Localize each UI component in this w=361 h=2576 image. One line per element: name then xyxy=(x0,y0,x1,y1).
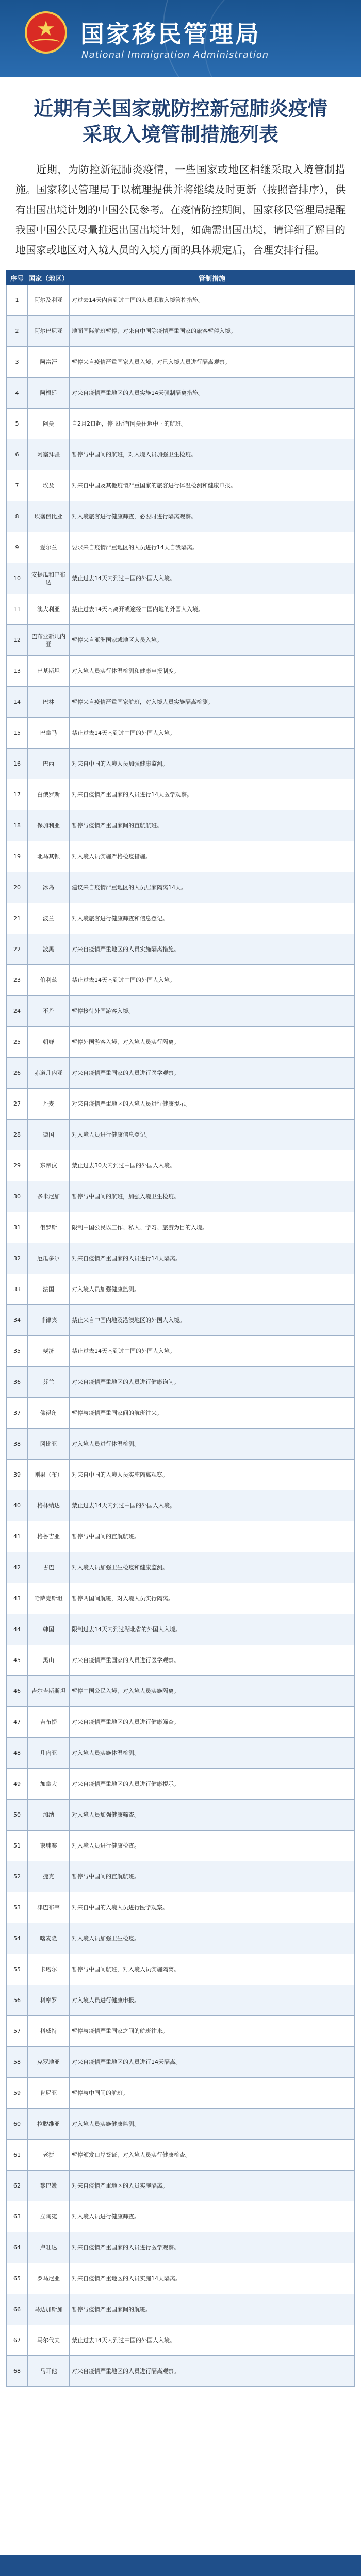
table-row xyxy=(7,1738,355,1769)
col-header-country: 国家（地区） xyxy=(28,271,70,285)
row-country: 安提瓜和巴布达 xyxy=(28,563,70,594)
row-country: 爱尔兰 xyxy=(28,532,70,563)
row-country: 东帝汶 xyxy=(28,1150,70,1181)
row-number: 6 xyxy=(7,439,28,470)
row-measure: 对来自疫情严重地区的人员进行健康筛查。 xyxy=(70,1707,355,1738)
table-row xyxy=(7,2047,355,2078)
row-number: 21 xyxy=(7,903,28,934)
table-row xyxy=(7,1769,355,1800)
row-number: 36 xyxy=(7,1367,28,1398)
table-row xyxy=(7,1274,355,1305)
row-measure: 暂停接待外国游客入境。 xyxy=(70,996,355,1027)
row-country: 菲律宾 xyxy=(28,1305,70,1336)
row-country: 克罗地亚 xyxy=(28,2047,70,2078)
table-row xyxy=(7,841,355,872)
row-country: 韩国 xyxy=(28,1614,70,1645)
table-row xyxy=(7,2325,355,2356)
row-measure: 暂停与中国间的航班，对入境人员加强卫生检疫。 xyxy=(70,439,355,470)
table-row xyxy=(7,2078,355,2109)
row-country: 拉脱维亚 xyxy=(28,2109,70,2140)
row-country: 马尔代夫 xyxy=(28,2325,70,2356)
row-country: 马达加斯加 xyxy=(28,2294,70,2325)
row-country: 丹麦 xyxy=(28,1089,70,1120)
row-measure: 禁止来自中国内地及港澳地区的外国人入境。 xyxy=(70,1305,355,1336)
row-country: 保加利亚 xyxy=(28,810,70,841)
row-country: 老挝 xyxy=(28,2140,70,2171)
row-measure: 暂停颁发口岸签证，对入境人员实行健康检查。 xyxy=(70,2140,355,2171)
row-measure: 暂停与中国间的航班。 xyxy=(70,2078,355,2109)
row-number: 34 xyxy=(7,1305,28,1336)
row-measure: 对来自疫情严重地区的人员进行隔离观察。 xyxy=(70,2356,355,2387)
row-country: 佛得角 xyxy=(28,1398,70,1429)
row-country: 刚果（布） xyxy=(28,1460,70,1490)
table-row xyxy=(7,316,355,347)
row-measure: 对入境人员进行健康信息登记。 xyxy=(70,1120,355,1150)
table-row xyxy=(7,501,355,532)
row-country: 卡塔尔 xyxy=(28,1954,70,1985)
row-measure: 要求来自疫情严重地区的人员进行14天自我隔离。 xyxy=(70,532,355,563)
table-row xyxy=(7,2263,355,2294)
row-country: 巴拿马 xyxy=(28,718,70,749)
row-country: 黑山 xyxy=(28,1645,70,1676)
header-banner xyxy=(0,0,361,77)
row-number: 57 xyxy=(7,2016,28,2047)
table-row xyxy=(7,1336,355,1367)
row-country: 几内亚 xyxy=(28,1738,70,1769)
table-row xyxy=(7,1892,355,1923)
row-number: 4 xyxy=(7,378,28,409)
row-number: 17 xyxy=(7,779,28,810)
row-country: 斐济 xyxy=(28,1336,70,1367)
table-row xyxy=(7,1521,355,1552)
table-row xyxy=(7,2232,355,2263)
table-row xyxy=(7,1212,355,1243)
row-number: 13 xyxy=(7,656,28,687)
row-country: 赤道几内亚 xyxy=(28,1058,70,1089)
row-measure: 对入境旅客进行健康筛查，必要时进行隔离观察。 xyxy=(70,501,355,532)
table-row xyxy=(7,996,355,1027)
title-line-2: 采取入境管制措施列表 xyxy=(82,123,278,146)
row-measure: 对来自疫情严重地区的人员进行14天隔离。 xyxy=(70,2047,355,2078)
row-country: 冰岛 xyxy=(28,872,70,903)
row-country: 俄罗斯 xyxy=(28,1212,70,1243)
row-measure: 限制过去14天内到过湖北省的外国人入境。 xyxy=(70,1614,355,1645)
table-row xyxy=(7,1954,355,1985)
row-country: 巴林 xyxy=(28,687,70,718)
row-number: 64 xyxy=(7,2232,28,2263)
row-measure: 暂停中国公民入境，对入境人员实施隔离。 xyxy=(70,1676,355,1707)
row-measure: 对来自疫情严重地区的人员进行健康询问。 xyxy=(70,1367,355,1398)
row-country: 罗马尼亚 xyxy=(28,2263,70,2294)
row-country: 喀麦隆 xyxy=(28,1923,70,1954)
row-country: 肯尼亚 xyxy=(28,2078,70,2109)
table-row xyxy=(7,1150,355,1181)
row-country: 吉尔吉斯斯坦 xyxy=(28,1676,70,1707)
page-title xyxy=(0,77,361,155)
row-number: 38 xyxy=(7,1429,28,1460)
table-row xyxy=(7,470,355,501)
row-number: 44 xyxy=(7,1614,28,1645)
police-emblem-icon: ★ xyxy=(25,11,67,54)
table-row xyxy=(7,1367,355,1398)
table-row xyxy=(7,1800,355,1831)
row-measure: 对来自疫情严重地区的人员实施14天强制隔离措施。 xyxy=(70,378,355,409)
table-row xyxy=(7,687,355,718)
table-body xyxy=(7,285,355,2387)
row-measure: 暂停与疫情严重国家间的直航航班。 xyxy=(70,810,355,841)
row-number: 65 xyxy=(7,2263,28,2294)
row-measure: 对入境人员进行健康筛查。 xyxy=(70,2201,355,2232)
row-measure: 对来自疫情严重国家的人员进行14天医学观察。 xyxy=(70,779,355,810)
row-measure: 暂停与中国间的直航航班。 xyxy=(70,1861,355,1892)
row-country: 卢旺达 xyxy=(28,2232,70,2263)
row-number: 35 xyxy=(7,1336,28,1367)
row-country: 加纳 xyxy=(28,1800,70,1831)
table-row xyxy=(7,965,355,996)
row-number: 26 xyxy=(7,1058,28,1089)
row-measure: 对来自疫情严重国家的人员进行医学观察。 xyxy=(70,2232,355,2263)
row-number: 49 xyxy=(7,1769,28,1800)
row-measure: 暂停来自亚洲国家或地区人员入境。 xyxy=(70,625,355,656)
table-row xyxy=(7,810,355,841)
row-measure: 对来自疫情严重国家的人员进行医学观察。 xyxy=(70,1058,355,1089)
row-number: 30 xyxy=(7,1181,28,1212)
table-row xyxy=(7,1583,355,1614)
row-number: 31 xyxy=(7,1212,28,1243)
table-row xyxy=(7,378,355,409)
row-number: 28 xyxy=(7,1120,28,1150)
row-measure: 对来自疫情严重地区的人员实施隔离措施。 xyxy=(70,934,355,965)
row-number: 56 xyxy=(7,1985,28,2016)
row-country: 古巴 xyxy=(28,1552,70,1583)
row-country: 冈比亚 xyxy=(28,1429,70,1460)
row-country: 吉布提 xyxy=(28,1707,70,1738)
row-country: 捷克 xyxy=(28,1861,70,1892)
table-row xyxy=(7,1645,355,1676)
table-row xyxy=(7,1181,355,1212)
table-row xyxy=(7,2016,355,2047)
row-measure: 暂停两国间航班，对入境人员实行隔离。 xyxy=(70,1583,355,1614)
row-country: 阿富汗 xyxy=(28,347,70,378)
table-row xyxy=(7,1305,355,1336)
row-number: 61 xyxy=(7,2140,28,2171)
row-number: 23 xyxy=(7,965,28,996)
row-measure: 暂停来自疫情严重国家人员入境，对已入境人员进行隔离观察。 xyxy=(70,347,355,378)
table-row xyxy=(7,2109,355,2140)
row-measure: 禁止过去14天内到过中国的外国人入境。 xyxy=(70,2325,355,2356)
row-number: 58 xyxy=(7,2047,28,2078)
row-country: 科威特 xyxy=(28,2016,70,2047)
table-row xyxy=(7,409,355,439)
row-measure: 建议来自疫情严重地区的人员居家隔离14天。 xyxy=(70,872,355,903)
row-number: 39 xyxy=(7,1460,28,1490)
row-country: 厄瓜多尔 xyxy=(28,1243,70,1274)
row-measure: 对入境人员加强健康监测。 xyxy=(70,1274,355,1305)
row-measure: 对入境人员实施严格检疫措施。 xyxy=(70,841,355,872)
table-row xyxy=(7,934,355,965)
table-row xyxy=(7,2171,355,2201)
row-country: 黎巴嫩 xyxy=(28,2171,70,2201)
row-number: 19 xyxy=(7,841,28,872)
table-row xyxy=(7,749,355,779)
table-row xyxy=(7,903,355,934)
table-row xyxy=(7,1985,355,2016)
row-measure: 暂停与中国间航班，对入境人员实施隔离。 xyxy=(70,1954,355,1985)
row-number: 14 xyxy=(7,687,28,718)
row-measure: 对来自中国的入境人员实施隔离观察。 xyxy=(70,1460,355,1490)
row-number: 27 xyxy=(7,1089,28,1120)
row-country: 不丹 xyxy=(28,996,70,1027)
row-number: 12 xyxy=(7,625,28,656)
row-measure: 暂停与疫情严重国家间的航班往来。 xyxy=(70,1398,355,1429)
row-country: 北马其顿 xyxy=(28,841,70,872)
row-number: 59 xyxy=(7,2078,28,2109)
row-measure: 禁止过去14天内到过中国的外国人入境。 xyxy=(70,965,355,996)
row-measure: 对来自疫情严重地区的入境人员进行健康提示。 xyxy=(70,1089,355,1120)
row-number: 63 xyxy=(7,2201,28,2232)
table-row xyxy=(7,439,355,470)
row-number: 47 xyxy=(7,1707,28,1738)
table-row xyxy=(7,1398,355,1429)
row-country: 波黑 xyxy=(28,934,70,965)
row-country: 阿尔及利亚 xyxy=(28,285,70,316)
row-measure: 禁止过去30天内到过中国的外国人入境。 xyxy=(70,1150,355,1181)
footer-bar xyxy=(0,2555,361,2576)
table-row xyxy=(7,1490,355,1521)
row-measure: 暂停与中国间的直航航班。 xyxy=(70,1521,355,1552)
table-row xyxy=(7,2294,355,2325)
row-number: 33 xyxy=(7,1274,28,1305)
row-number: 67 xyxy=(7,2325,28,2356)
row-number: 7 xyxy=(7,470,28,501)
row-country: 埃塞俄比亚 xyxy=(28,501,70,532)
table-row xyxy=(7,1831,355,1861)
row-country: 伯利兹 xyxy=(28,965,70,996)
row-number: 43 xyxy=(7,1583,28,1614)
row-measure: 自2月2日起，停飞所有阿曼往返中国的航班。 xyxy=(70,409,355,439)
table-row xyxy=(7,1089,355,1120)
row-measure: 对入境人员进行健康申报。 xyxy=(70,1985,355,2016)
row-measure: 对入境旅客进行健康筛查和信息登记。 xyxy=(70,903,355,934)
row-measure: 对入境人员进行体温检测。 xyxy=(70,1429,355,1460)
row-country: 立陶宛 xyxy=(28,2201,70,2232)
col-header-no: 序号 xyxy=(7,271,28,285)
table-header-row xyxy=(7,271,355,285)
row-measure: 对来自疫情严重国家的人员进行14天隔离。 xyxy=(70,1243,355,1274)
row-measure: 暂停外国游客入境，对入境人员实行隔离。 xyxy=(70,1027,355,1058)
table-row xyxy=(7,285,355,316)
row-country: 巴布亚新几内亚 xyxy=(28,625,70,656)
row-number: 9 xyxy=(7,532,28,563)
row-measure: 暂停与疫情严重国家之间的航班往来。 xyxy=(70,2016,355,2047)
row-country: 法国 xyxy=(28,1274,70,1305)
row-number: 48 xyxy=(7,1738,28,1769)
table-row xyxy=(7,563,355,594)
table-row xyxy=(7,625,355,656)
row-number: 24 xyxy=(7,996,28,1027)
row-number: 51 xyxy=(7,1831,28,1861)
row-country: 柬埔寨 xyxy=(28,1831,70,1861)
row-measure: 禁止过去14天内离开或途经中国内地的外国人入境。 xyxy=(70,594,355,625)
row-number: 54 xyxy=(7,1923,28,1954)
org-name-en: National Immigration Administration xyxy=(81,49,269,60)
row-number: 20 xyxy=(7,872,28,903)
row-number: 45 xyxy=(7,1645,28,1676)
table-row xyxy=(7,594,355,625)
row-measure: 对来自中国的入境人员加强健康监测。 xyxy=(70,749,355,779)
row-number: 16 xyxy=(7,749,28,779)
row-country: 德国 xyxy=(28,1120,70,1150)
row-measure: 对来自疫情严重国家的人员进行医学观察。 xyxy=(70,1645,355,1676)
row-number: 50 xyxy=(7,1800,28,1831)
row-number: 41 xyxy=(7,1521,28,1552)
row-country: 朝鲜 xyxy=(28,1027,70,1058)
table-row xyxy=(7,656,355,687)
row-country: 马耳他 xyxy=(28,2356,70,2387)
row-number: 22 xyxy=(7,934,28,965)
row-country: 哈萨克斯坦 xyxy=(28,1583,70,1614)
table-row xyxy=(7,718,355,749)
row-country: 阿塞拜疆 xyxy=(28,439,70,470)
row-measure: 禁止过去14天内到过中国的外国人入境。 xyxy=(70,563,355,594)
row-country: 阿曼 xyxy=(28,409,70,439)
table-row xyxy=(7,1923,355,1954)
row-measure: 对入境人员加强卫生检疫和健康监测。 xyxy=(70,1552,355,1583)
table-row xyxy=(7,2140,355,2171)
row-country: 澳大利亚 xyxy=(28,594,70,625)
col-header-measure: 管制措施 xyxy=(70,271,355,285)
row-number: 46 xyxy=(7,1676,28,1707)
row-measure: 对入境人员加强健康筛查。 xyxy=(70,1800,355,1831)
table-row xyxy=(7,1861,355,1892)
row-country: 格鲁吉亚 xyxy=(28,1521,70,1552)
row-country: 津巴布韦 xyxy=(28,1892,70,1923)
table-row xyxy=(7,1460,355,1490)
row-measure: 禁止过去14天内到过中国的外国人入境。 xyxy=(70,718,355,749)
row-number: 18 xyxy=(7,810,28,841)
row-number: 62 xyxy=(7,2171,28,2201)
row-measure: 对来自疫情严重地区的人员实施隔离。 xyxy=(70,2171,355,2201)
table-row xyxy=(7,347,355,378)
row-country: 阿根廷 xyxy=(28,378,70,409)
row-number: 68 xyxy=(7,2356,28,2387)
row-measure: 暂停来自疫情严重国家航班，对入境人员实施隔离检测。 xyxy=(70,687,355,718)
title-line-1: 近期有关国家就防控新冠肺炎疫情 xyxy=(33,97,327,120)
row-number: 8 xyxy=(7,501,28,532)
row-country: 芬兰 xyxy=(28,1367,70,1398)
row-measure: 对入境人员实行体温检测和健康申报制度。 xyxy=(70,656,355,687)
row-number: 42 xyxy=(7,1552,28,1583)
table-row xyxy=(7,532,355,563)
table-row xyxy=(7,1120,355,1150)
table-row xyxy=(7,1027,355,1058)
row-measure: 禁止过去14天内到过中国的外国人入境。 xyxy=(70,1336,355,1367)
row-country: 科摩罗 xyxy=(28,1985,70,2016)
row-number: 5 xyxy=(7,409,28,439)
row-measure: 对来自中国及其他疫情严重国家的旅客进行体温检测和健康申报。 xyxy=(70,470,355,501)
row-country: 波兰 xyxy=(28,903,70,934)
row-country: 阿尔巴尼亚 xyxy=(28,316,70,347)
table-row xyxy=(7,1058,355,1089)
table-row xyxy=(7,2356,355,2387)
row-number: 3 xyxy=(7,347,28,378)
row-measure: 对来自中国的入境人员进行医学观察。 xyxy=(70,1892,355,1923)
measures-table xyxy=(6,270,355,2387)
row-measure: 暂停与中国间的航班，加强入境卫生检疫。 xyxy=(70,1181,355,1212)
row-measure: 禁止过去14天内到过中国的外国人入境。 xyxy=(70,1490,355,1521)
row-country: 白俄罗斯 xyxy=(28,779,70,810)
row-number: 15 xyxy=(7,718,28,749)
row-number: 52 xyxy=(7,1861,28,1892)
row-number: 10 xyxy=(7,563,28,594)
row-country: 格林纳达 xyxy=(28,1490,70,1521)
row-measure: 对入境人员进行健康检查。 xyxy=(70,1831,355,1861)
table-row xyxy=(7,872,355,903)
table-row xyxy=(7,1243,355,1274)
row-measure: 对来自疫情严重地区的人员进行健康提示。 xyxy=(70,1769,355,1800)
row-number: 37 xyxy=(7,1398,28,1429)
row-measure: 对入境人员实施健康监测。 xyxy=(70,2109,355,2140)
table-row xyxy=(7,1676,355,1707)
row-measure: 对来自疫情严重地区的人员实施14天隔离。 xyxy=(70,2263,355,2294)
row-number: 25 xyxy=(7,1027,28,1058)
row-country: 巴西 xyxy=(28,749,70,779)
row-country: 多米尼加 xyxy=(28,1181,70,1212)
row-number: 11 xyxy=(7,594,28,625)
row-number: 29 xyxy=(7,1150,28,1181)
row-number: 2 xyxy=(7,316,28,347)
row-country: 埃及 xyxy=(28,470,70,501)
row-number: 53 xyxy=(7,1892,28,1923)
table-row xyxy=(7,1552,355,1583)
row-measure: 限制中国公民以工作、私人、学习、旅游为目的入境。 xyxy=(70,1212,355,1243)
table-row xyxy=(7,2201,355,2232)
intro-paragraph: 近期，为防控新冠肺炎疫情，一些国家或地区相继采取入境管制措施。国家移民管理局于以梳理提供并将继续及时更新（按照音排序），供有出国出境计划的中国公民参考。在疫情防控期间，国家移民管理局提醒我国中国公民尽量推迟出国出境计划，如确需出国出境，请详细了解目的地国家或地区对入境人员的入境方面的具体规定后，合理安排行程。 xyxy=(15,163,346,256)
row-number: 55 xyxy=(7,1954,28,1985)
row-measure: 暂停与疫情严重国家间的航班。 xyxy=(70,2294,355,2325)
table-row xyxy=(7,1429,355,1460)
table-row xyxy=(7,1614,355,1645)
row-number: 1 xyxy=(7,285,28,316)
row-measure: 地面国际航班暂停，对来自中国等疫情严重国家的旅客暂停入境。 xyxy=(70,316,355,347)
row-number: 60 xyxy=(7,2109,28,2140)
row-measure: 对过去14天内曾到过中国的人员采取入境管控措施。 xyxy=(70,285,355,316)
row-number: 40 xyxy=(7,1490,28,1521)
row-country: 加拿大 xyxy=(28,1769,70,1800)
table-row xyxy=(7,779,355,810)
row-measure: 对入境人员加强卫生检疫。 xyxy=(70,1923,355,1954)
row-measure: 对入境人员实施体温检测。 xyxy=(70,1738,355,1769)
row-number: 32 xyxy=(7,1243,28,1274)
row-number: 66 xyxy=(7,2294,28,2325)
row-country: 巴基斯坦 xyxy=(28,656,70,687)
org-name-cn: 国家移民管理局 xyxy=(80,20,261,48)
table-row xyxy=(7,1707,355,1738)
